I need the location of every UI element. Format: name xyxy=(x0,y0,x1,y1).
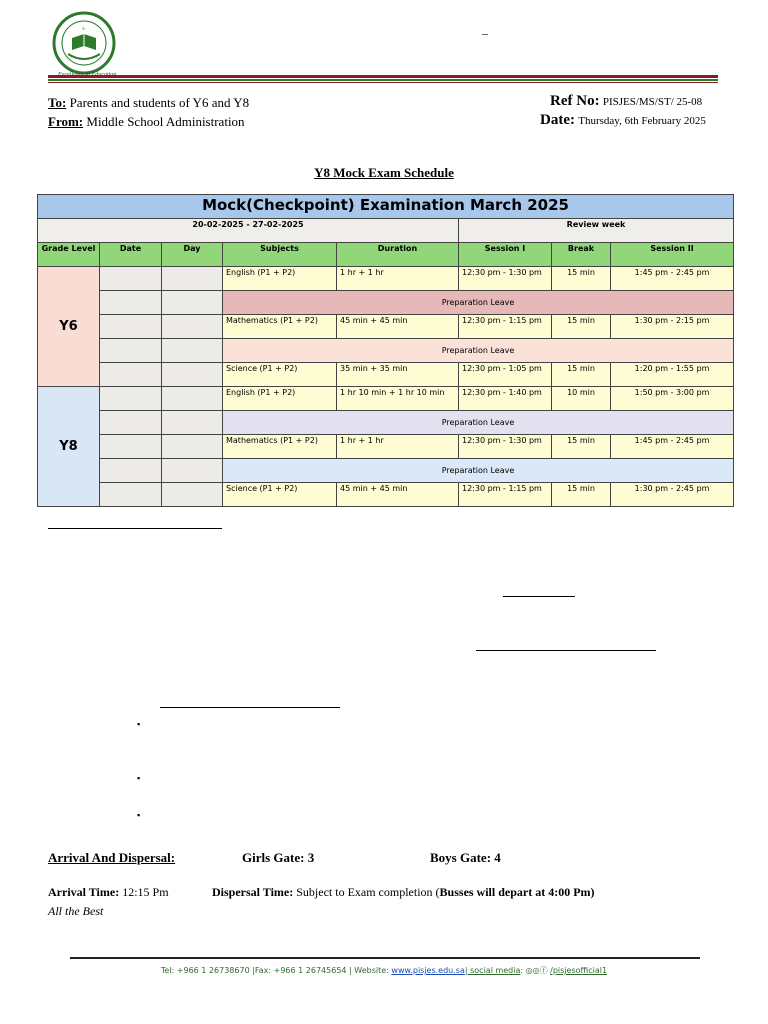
from-value: Middle School Administration xyxy=(86,114,245,129)
grade-y6: Y6 xyxy=(38,267,100,387)
session2-cell: 1:20 pm - 1:55 pm xyxy=(611,363,734,387)
table-row xyxy=(38,435,734,459)
session2-cell: 1:45 pm - 2:45 pm xyxy=(611,267,734,291)
date-cell xyxy=(100,339,162,363)
session1-cell: 12:30 pm - 1:15 pm xyxy=(459,315,552,339)
table-row xyxy=(38,483,734,507)
date-line xyxy=(540,112,706,129)
duration-cell: 35 min + 35 min xyxy=(337,363,459,387)
ref-label: Ref No: xyxy=(550,93,600,109)
break-cell: 15 min xyxy=(552,363,611,387)
underline-mark xyxy=(503,596,575,597)
session2-cell: 1:30 pm - 2:15 pm xyxy=(611,315,734,339)
header-cell: Break xyxy=(552,243,611,267)
date-value: Thursday, 6th February 2025 xyxy=(578,115,706,127)
date-range: 20-02-2025 - 27-02-2025 xyxy=(38,219,459,243)
header-cell: Duration xyxy=(337,243,459,267)
session2-cell: 1:30 pm - 2:45 pm xyxy=(611,483,734,507)
footer-rule xyxy=(70,957,700,959)
ref-line xyxy=(550,93,702,110)
day-cell xyxy=(162,315,223,339)
day-cell xyxy=(162,483,223,507)
subject-cell: Mathematics (P1 + P2) xyxy=(223,435,337,459)
subject-cell: Mathematics (P1 + P2) xyxy=(223,315,337,339)
header-cell: Date xyxy=(100,243,162,267)
header-cell: Session I xyxy=(459,243,552,267)
underline-mark xyxy=(160,707,340,708)
footer-contact: Tel: +966 1 26738670 |Fax: +966 1 26745654 | Website: xyxy=(160,966,389,975)
table-row xyxy=(38,459,734,483)
break-cell: 15 min xyxy=(552,267,611,291)
table-row xyxy=(38,387,734,411)
table-header-row xyxy=(38,243,734,267)
arrival-label: Arrival And Dispersal: xyxy=(48,850,176,865)
from-line xyxy=(48,114,245,130)
review-week: Review week xyxy=(459,219,734,243)
duration-cell: 1 hr + 1 hr xyxy=(337,267,459,291)
session2-cell: 1:50 pm - 3:00 pm xyxy=(611,387,734,411)
day-cell xyxy=(162,435,223,459)
date-cell xyxy=(100,483,162,507)
header-cell: Session II xyxy=(611,243,734,267)
table-row xyxy=(38,411,734,435)
day-cell xyxy=(162,387,223,411)
day-cell xyxy=(162,459,223,483)
duration-cell: 45 min + 45 min xyxy=(337,483,459,507)
table-row xyxy=(38,267,734,291)
table-row xyxy=(38,339,734,363)
subject-cell: Science (P1 + P2) xyxy=(223,363,337,387)
session1-cell: 12:30 pm - 1:15 pm xyxy=(459,483,552,507)
arrival-heading xyxy=(48,850,175,866)
day-cell xyxy=(162,411,223,435)
preparation-leave: Preparation Leave xyxy=(223,411,734,435)
social-icons: ◎◎ⓕ xyxy=(525,966,548,975)
bullet-point: ▪ xyxy=(137,810,141,820)
dates-row xyxy=(38,219,734,243)
subject-cell: English (P1 + P2) xyxy=(223,387,337,411)
social-label: | social media xyxy=(464,966,521,975)
date-cell xyxy=(100,435,162,459)
underline-mark xyxy=(476,650,656,651)
bus-departure: Busses will depart at 4:00 Pm xyxy=(439,885,591,899)
preparation-leave: Preparation Leave xyxy=(223,339,734,363)
session1-cell: 12:30 pm - 1:05 pm xyxy=(459,363,552,387)
page-title: Y8 Mock Exam Schedule xyxy=(314,165,454,180)
subject-cell: Science (P1 + P2) xyxy=(223,483,337,507)
break-cell: 15 min xyxy=(552,483,611,507)
header-rule xyxy=(48,75,718,78)
date-cell xyxy=(100,267,162,291)
dispersal-time-value: Subject to Exam completion ( xyxy=(296,885,440,899)
dispersal-time-label: Dispersal Time: xyxy=(212,885,294,899)
date-cell xyxy=(100,363,162,387)
header-cell: Day xyxy=(162,243,223,267)
footer: Tel: +966 1 26738670 |Fax: +966 1 26745654 | Website: www.pisjes.edu.sa| social media: ◎◎ⓕ /pisjesofficial1 xyxy=(160,966,608,975)
header-rule xyxy=(48,79,718,81)
exam-title: Mock(Checkpoint) Examination March 2025 xyxy=(38,195,734,219)
arrival-time-value: 12:15 Pm xyxy=(122,885,169,899)
break-cell: 10 min xyxy=(552,387,611,411)
exam-title-row xyxy=(38,195,734,219)
preparation-leave: Preparation Leave xyxy=(223,459,734,483)
duration-cell: 45 min + 45 min xyxy=(337,315,459,339)
school-logo xyxy=(44,10,124,78)
table-row xyxy=(38,291,734,315)
to-line xyxy=(48,95,249,111)
ref-value: PISJES/MS/ST/ 25-08 xyxy=(602,96,703,108)
date-cell xyxy=(100,291,162,315)
closing-note: All the Best xyxy=(48,904,104,918)
arrival-time xyxy=(48,885,169,900)
preparation-leave: Preparation Leave xyxy=(223,291,734,315)
day-cell xyxy=(162,267,223,291)
date-cell xyxy=(100,315,162,339)
subject-cell: English (P1 + P2) xyxy=(223,267,337,291)
to-label: To: xyxy=(48,95,67,110)
header-cell: Grade Level xyxy=(38,243,100,267)
arrival-time-label: Arrival Time: xyxy=(48,885,120,899)
break-cell: 15 min xyxy=(552,315,611,339)
header-dash: – xyxy=(482,26,488,40)
session1-cell: 12:30 pm - 1:30 pm xyxy=(459,267,552,291)
session1-cell: 12:30 pm - 1:30 pm xyxy=(459,435,552,459)
bullet-point: ▪ xyxy=(137,773,141,783)
to-value: Parents and students of Y6 and Y8 xyxy=(69,95,250,110)
header-cell: Subjects xyxy=(223,243,337,267)
date-cell xyxy=(100,411,162,435)
close-paren: ) xyxy=(590,885,595,899)
duration-cell: 1 hr 10 min + 1 hr 10 min xyxy=(337,387,459,411)
girls-gate: Girls Gate: 3 xyxy=(242,850,315,865)
grade-y8: Y8 xyxy=(38,387,100,507)
day-cell xyxy=(162,339,223,363)
header-rule xyxy=(48,82,718,83)
table-row xyxy=(38,315,734,339)
bullet-point: ▪ xyxy=(137,719,141,729)
date-cell xyxy=(100,387,162,411)
social-handle[interactable]: /pisjesofficial1 xyxy=(550,966,608,975)
duration-cell: 1 hr + 1 hr xyxy=(337,435,459,459)
dispersal-time xyxy=(212,885,595,900)
underline-mark xyxy=(48,528,222,529)
day-cell xyxy=(162,291,223,315)
boys-gate: Boys Gate: 4 xyxy=(430,850,501,865)
table-row xyxy=(38,363,734,387)
break-cell: 15 min xyxy=(552,435,611,459)
session2-cell: 1:45 pm - 2:45 pm xyxy=(611,435,734,459)
session1-cell: 12:30 pm - 1:40 pm xyxy=(459,387,552,411)
date-label: Date: xyxy=(540,112,575,128)
day-cell xyxy=(162,363,223,387)
website-link[interactable]: www.pisjes.edu.sa xyxy=(391,966,465,975)
from-label: From: xyxy=(48,114,84,129)
date-cell xyxy=(100,459,162,483)
svg-text:☪: ☪ xyxy=(82,26,86,31)
exam-schedule-table xyxy=(37,194,734,507)
